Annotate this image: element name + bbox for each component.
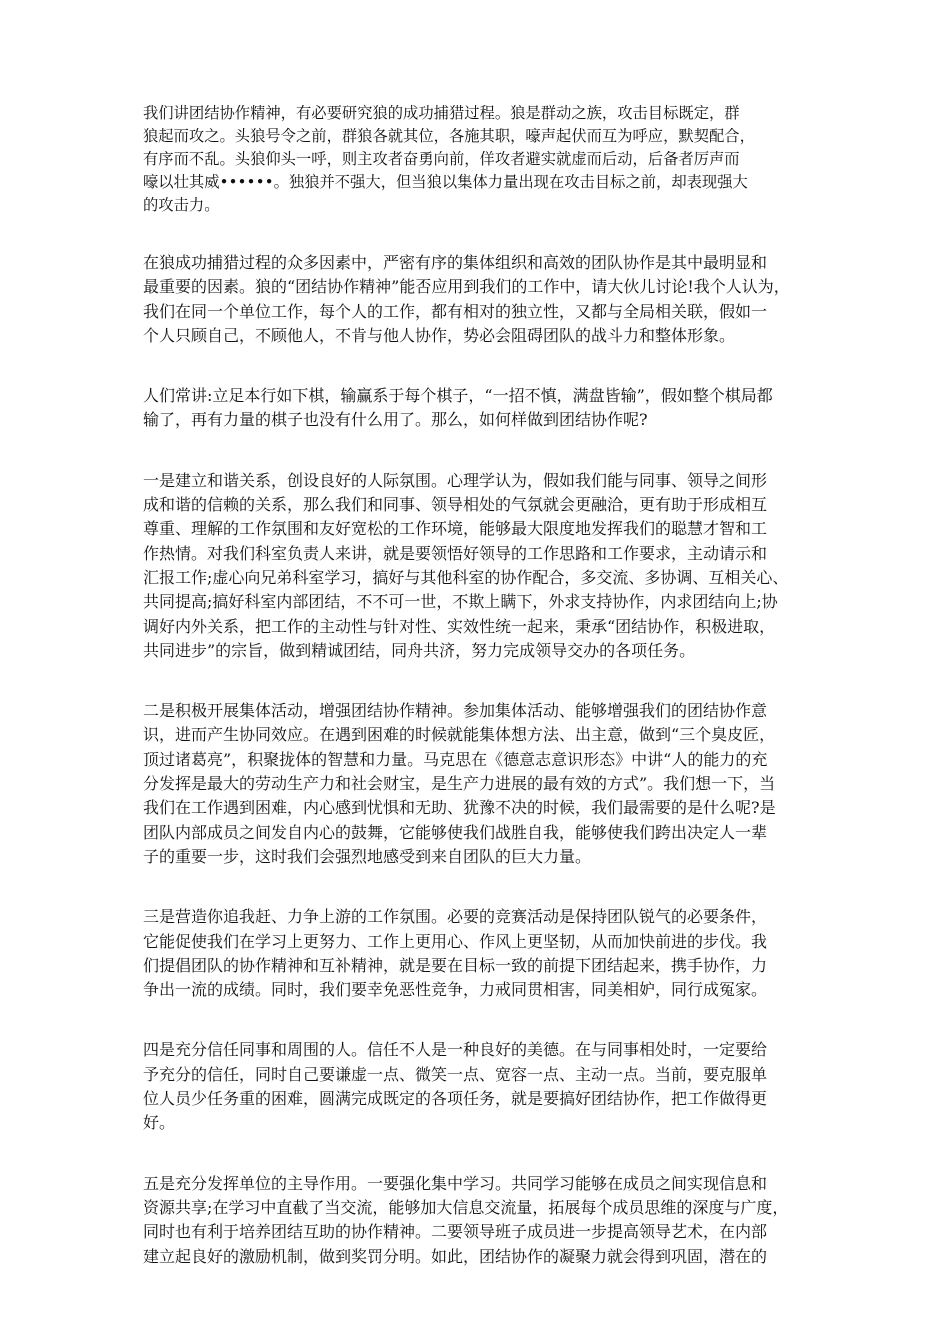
- text-line: 汇报工作;虚心向兄弟科室学习，搞好与其他科室的协作配合，多交流、多协调、互相关心、: [143, 567, 789, 587]
- text-line: 的攻击力。: [143, 196, 220, 214]
- document-page: [143, 102, 813, 1269]
- paragraph-chess: [143, 384, 813, 433]
- text-line: 二是积极开展集体活动，增强团结协作精神。参加集体活动、能够增强我们的团结协作意: [143, 701, 768, 721]
- text-line: 狼起而攻之。头狼号令之前，群狼各就其位，各施其职，嚎声起伏而互为呼应，默契配合，: [143, 127, 755, 145]
- text-line: 四是充分信任同事和周围的人。信任不人是一种良好的美德。在与同事相处时，一定要给: [143, 1040, 768, 1060]
- text-line: 识，进而产生协同效应。在遇到困难的时候就能集体想方法、出主意，做到“三个臭皮匠，: [143, 725, 776, 745]
- text-line: 调好内外关系，把工作的主动性与针对性、实效性统一起来，秉承“团结协作，积极进取，: [143, 616, 776, 636]
- text-line: 它能促使我们在学习上更努力、工作上更用心、作风上更坚韧，从而加快前进的步伐。我: [143, 931, 768, 951]
- text-line: 建立起良好的激励机制，做到奖罚分明。如此，团结协作的凝聚力就会得到巩固，潜在的: [143, 1246, 768, 1266]
- text-line: 个人只顾自己，不顾他人，不肯与他人协作，势必会阻碍团队的战斗力和整体形象。: [143, 325, 736, 345]
- text-line: 我们在工作遇到困难，内心感到忧惧和无助、犹豫不决的时候，我们最需要的是什么呢?是: [143, 798, 776, 818]
- paragraph-factors: [143, 251, 813, 348]
- text-line: 有序而不乱。头狼仰头一呼，则主攻者奋勇向前，佯攻者避实就虚而后动，后备者厉声而: [143, 150, 740, 168]
- text-line: 分发挥是最大的劳动生产力和社会财宝，是生产力进展的最有效的方式”。我们想一下，当: [143, 774, 776, 794]
- paragraph-point-four: [143, 1038, 813, 1135]
- text-line: 尊重、理解的工作氛围和友好宽松的工作环境，能够最大限度地发挥我们的聪慧才智和工: [143, 519, 768, 539]
- text-line: 作热情。对我们科室负责人来讲，就是要领悟好领导的工作思路和工作要求，主动请示和: [143, 543, 768, 563]
- text-line: 我们在同一个单位工作，每个人的工作，都有相对的独立性，又都与全局相关联，假如一: [143, 301, 768, 321]
- text-line: 好。: [143, 1113, 176, 1133]
- text-line: 五是充分发挥单位的主导作用。一要强化集中学习。共同学习能够在成员之间实现信息和: [143, 1173, 768, 1193]
- text-line: 成和谐的信赖的关系，那么我们和同事、领导相处的气氛就会更融洽，更有助于形成相互: [143, 495, 768, 515]
- paragraph-point-one: [143, 469, 813, 663]
- text-line: 团队内部成员之间发自内心的鼓舞，它能够使我们战胜自我，能够使我们跨出决定人一辈: [143, 822, 768, 842]
- text-line: 子的重要一步，这时我们会强烈地感受到来自团队的巨大力量。: [143, 846, 592, 866]
- text-line: 最重要的因素。狼的“团结协作精神”能否应用到我们的工作中，请大伙儿讨论!我个人认为，: [143, 277, 790, 297]
- text-line: 顶过诸葛亮”，积聚拢体的智慧和力量。马克思在《德意志意识形态》中讲“人的能力的充: [143, 749, 768, 769]
- text-line: 一是建立和谐关系，创设良好的人际氛围。心理学认为，假如我们能与同事、领导之间形: [143, 470, 768, 490]
- text-line: 予充分的信任，同时自己要谦虚一点、微笑一点、宽容一点、主动一点。当前，要克服单: [143, 1064, 768, 1084]
- text-line: 位人员少任务重的困难，圆满完成既定的各项任务，就是要搞好团结协作，把工作做得更: [143, 1089, 768, 1109]
- text-line: 三是营造你追我赶、力争上游的工作氛围。必要的竞赛活动是保持团队锐气的必要条件，: [143, 907, 768, 927]
- text-line: 资源共享;在学习中直截了当交流，能够加大信息交流量，拓展每个成员思维的深度与广度，: [143, 1197, 789, 1217]
- text-line: 我们讲团结协作精神，有必要研究狼的成功捕猎过程。狼是群动之族，攻击目标既定，群: [143, 104, 740, 122]
- text-line: 同时也有利于培养团结互助的协作精神。二要领导班子成员进一步提高领导艺术，在内部: [143, 1222, 768, 1242]
- paragraph-point-two: [143, 699, 813, 869]
- text-line: 们提倡团队的协作精神和互补精神，就是要在目标一致的前提下团结起来，携手协作，力: [143, 955, 768, 975]
- paragraph-point-three: [143, 905, 813, 1002]
- text-line: 在狼成功捕猎过程的众多因素中，严密有序的集体组织和高效的团队协作是其中最明显和: [143, 253, 768, 272]
- paragraph-wolf-hunting: [143, 102, 813, 217]
- text-line: 输了，再有力量的棋子也没有什么用了。那么，如何样做到团结协作呢?: [143, 410, 648, 430]
- text-line: 共同提高;搞好科室内部团结，不不可一世，不欺上瞒下，外求支持协作，内求团结向上;协: [143, 592, 778, 612]
- text-line: 共同进步”的宗旨，做到精诚团结，同舟共济，努力完成领导交办的各项任务。: [143, 640, 696, 660]
- text-line: 人们常讲:立足本行如下棋，输赢系于每个棋子，“一招不慎，满盘皆输”，假如整个棋局都: [143, 386, 773, 406]
- paragraph-point-five: [143, 1172, 813, 1269]
- text-line: 嚎以壮其威••••••。独狼并不强大，但当狼以集体力量出现在攻击目标之前，却表现强大: [143, 173, 748, 191]
- text-line: 争出一流的成绩。同时，我们要幸免恶性竞争，力戒同贯相害，同美相妒，同行成冤家。: [143, 980, 768, 1000]
